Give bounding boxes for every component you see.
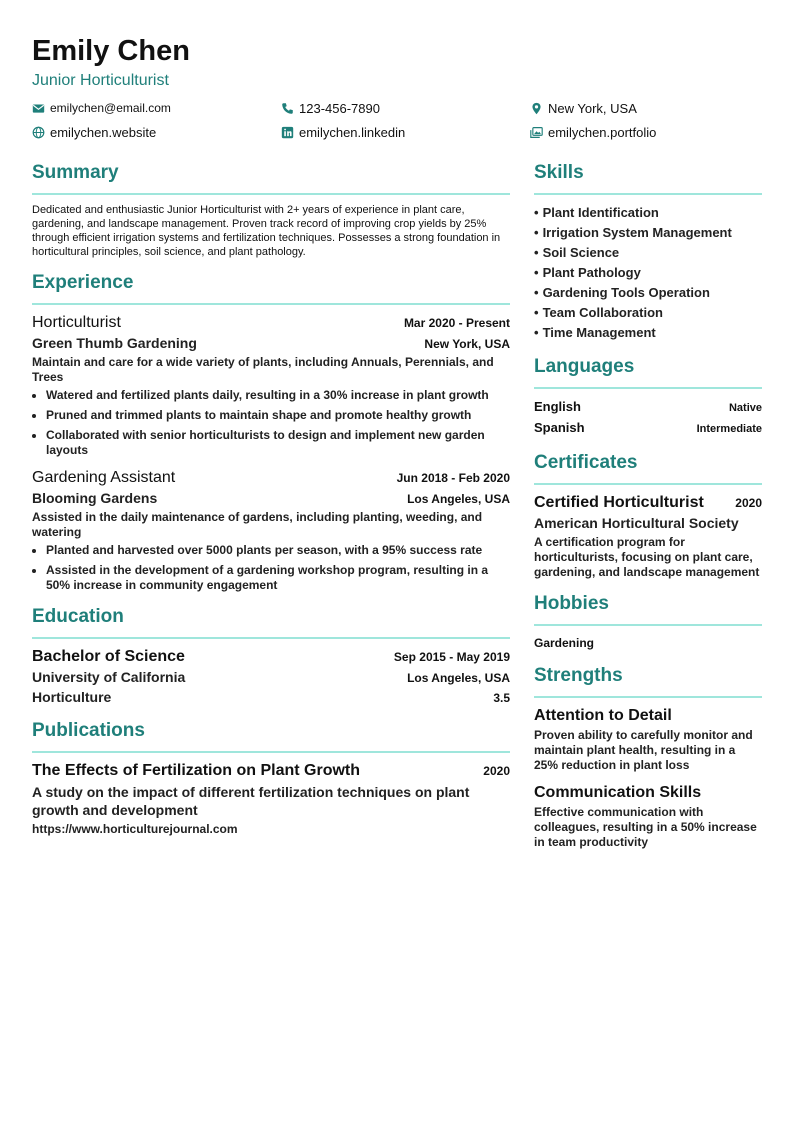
left-column <box>32 161 510 862</box>
contact-phone[interactable] <box>281 99 530 117</box>
education-gpa: 3.5 <box>493 691 510 705</box>
job-location: Los Angeles, USA <box>407 492 510 506</box>
language-level: Native <box>728 402 762 414</box>
strengths-section <box>534 664 762 850</box>
strengths-heading: Strengths <box>534 665 623 686</box>
job-bullet: • Assisted in the development of a gardening workshop program, resulting in a 50% increase in community engagement <box>46 563 510 593</box>
job-company-row <box>32 488 510 508</box>
publication-title: The Effects of Fertilization on Plant Growth <box>32 762 361 779</box>
skill-item: • Plant Pathology <box>534 265 641 280</box>
resume-columns <box>32 161 762 862</box>
candidate-title: Junior Horticulturist <box>32 72 169 89</box>
publications-section <box>32 719 510 836</box>
job-bullet: • Pruned and trimmed plants to maintain shape and promote healthy growth <box>46 408 510 423</box>
job-header <box>32 468 510 488</box>
education-field-row <box>32 687 510 707</box>
job-date: Mar 2020 - Present <box>403 316 510 330</box>
location-pin-icon <box>530 102 543 115</box>
hobbies-section <box>534 592 762 652</box>
hobby-item: Gardening <box>534 636 595 650</box>
language-name: Spanish <box>534 420 585 435</box>
job-title: Horticulturist <box>32 314 121 331</box>
contact-phone-text: 123-456-7890 <box>299 100 380 116</box>
education-school: University of California <box>32 669 186 685</box>
experience-heading: Experience <box>32 272 134 293</box>
education-degree: Bachelor of Science <box>32 648 185 665</box>
email-icon <box>32 102 45 115</box>
globe-icon <box>32 126 45 139</box>
language-name: English <box>534 399 581 414</box>
education-date: Sep 2015 - May 2019 <box>393 650 510 664</box>
job-bullets <box>32 543 510 593</box>
experience-section <box>32 271 510 593</box>
strength-description: Effective communication with colleagues, resulting in a 50% increase in team productivity <box>534 805 757 849</box>
education-location: Los Angeles, USA <box>407 671 510 685</box>
contact-location-text: New York, USA <box>548 100 637 116</box>
contact-website[interactable] <box>32 123 281 141</box>
job-title: Gardening Assistant <box>32 469 176 486</box>
candidate-name: Emily Chen <box>32 35 190 67</box>
summary-section <box>32 161 510 259</box>
certificates-section <box>534 451 762 580</box>
education-header <box>32 647 510 667</box>
job-description: Maintain and care for a wide variety of plants, including Annuals, Perennials, and Trees <box>32 355 494 384</box>
job-bullets <box>32 388 510 458</box>
right-column <box>534 161 762 862</box>
contact-linkedin-text: emilychen.linkedin <box>299 124 406 140</box>
certificate-year: 2020 <box>735 496 762 510</box>
skill-item: • Irrigation System Management <box>534 225 732 240</box>
skill-item: • Time Management <box>534 325 656 340</box>
experience-divider <box>32 303 510 305</box>
summary-heading: Summary <box>32 162 119 183</box>
languages-section <box>534 355 762 439</box>
resume-page <box>32 34 762 862</box>
certificate-name: Certified Horticulturist <box>534 494 704 511</box>
job-company: Blooming Gardens <box>32 490 158 506</box>
certificates-heading: Certificates <box>534 452 638 473</box>
skill-item: • Team Collaboration <box>534 305 663 320</box>
contact-portfolio[interactable] <box>530 123 762 141</box>
contact-info <box>32 99 762 141</box>
certificate-org: American Horticultural Society <box>534 515 739 531</box>
job-bullet: • Collaborated with senior horticulturists to design and implement new garden layouts <box>46 428 510 458</box>
strengths-divider <box>534 696 762 698</box>
job-description: Assisted in the daily maintenance of gardens, including planting, weeding, and watering <box>32 510 483 539</box>
job-date: Jun 2018 - Feb 2020 <box>396 471 510 485</box>
publications-heading: Publications <box>32 720 145 741</box>
summary-divider <box>32 193 510 195</box>
languages-heading: Languages <box>534 356 635 377</box>
contact-email-text: emilychen@email.com <box>50 101 171 115</box>
contact-linkedin[interactable] <box>281 123 530 141</box>
contact-location <box>530 99 762 117</box>
publication-link[interactable]: https://www.horticulturejournal.com <box>32 822 238 836</box>
education-school-row <box>32 667 510 687</box>
skill-item: • Soil Science <box>534 245 620 260</box>
language-level: Intermediate <box>696 423 762 435</box>
job-location: New York, USA <box>424 337 510 351</box>
publication-header <box>32 761 510 781</box>
portfolio-images-icon <box>530 126 543 139</box>
languages-divider <box>534 387 762 389</box>
skills-heading: Skills <box>534 162 584 183</box>
certificate-header <box>534 493 762 513</box>
language-item <box>534 418 762 439</box>
hobbies-heading: Hobbies <box>534 593 609 614</box>
publications-divider <box>32 751 510 753</box>
skill-item: • Gardening Tools Operation <box>534 285 710 300</box>
summary-text: Dedicated and enthusiastic Junior Horticulturist with 2+ years of experience in plant care, gardening, and landscape management. Proven track record of improving crop yields by 25% through efficient irrigation systems and fertilization techniques. Possesses a strong foundation in horticultural principles, soil science, and plant pathology. <box>32 204 501 258</box>
job-company-row <box>32 333 510 353</box>
education-heading: Education <box>32 606 124 627</box>
skills-divider <box>534 193 762 195</box>
education-section <box>32 605 510 707</box>
linkedin-icon <box>281 126 294 139</box>
phone-icon <box>281 102 294 115</box>
contact-website-text: emilychen.website <box>50 124 157 140</box>
certificates-divider <box>534 483 762 485</box>
contact-portfolio-text: emilychen.portfolio <box>548 124 657 140</box>
skills-section <box>534 161 762 343</box>
language-item <box>534 397 762 418</box>
certificate-description: A certification program for horticulturists, focusing on plant care, gardening, and landscape management <box>534 535 760 579</box>
job-header <box>32 313 510 333</box>
contact-email[interactable] <box>32 99 281 117</box>
strength-title: Attention to Detail <box>534 707 672 724</box>
job-company: Green Thumb Gardening <box>32 335 197 351</box>
job-entry <box>32 468 510 593</box>
hobbies-divider <box>534 624 762 626</box>
strength-description: Proven ability to carefully monitor and maintain plant health, resulting in a 25% reduction in plant loss <box>534 728 753 772</box>
publication-description: A study on the impact of different fertilization techniques on plant growth and development <box>32 784 470 818</box>
strength-title: Communication Skills <box>534 784 702 801</box>
education-field: Horticulture <box>32 689 112 705</box>
job-bullet: • Watered and fertilized plants daily, resulting in a 30% increase in plant growth <box>46 388 510 403</box>
publication-year: 2020 <box>483 764 510 778</box>
education-divider <box>32 637 510 639</box>
skill-item: • Plant Identification <box>534 205 659 220</box>
job-bullet: • Planted and harvested over 5000 plants per season, with a 95% success rate <box>46 543 510 558</box>
job-entry <box>32 313 510 458</box>
